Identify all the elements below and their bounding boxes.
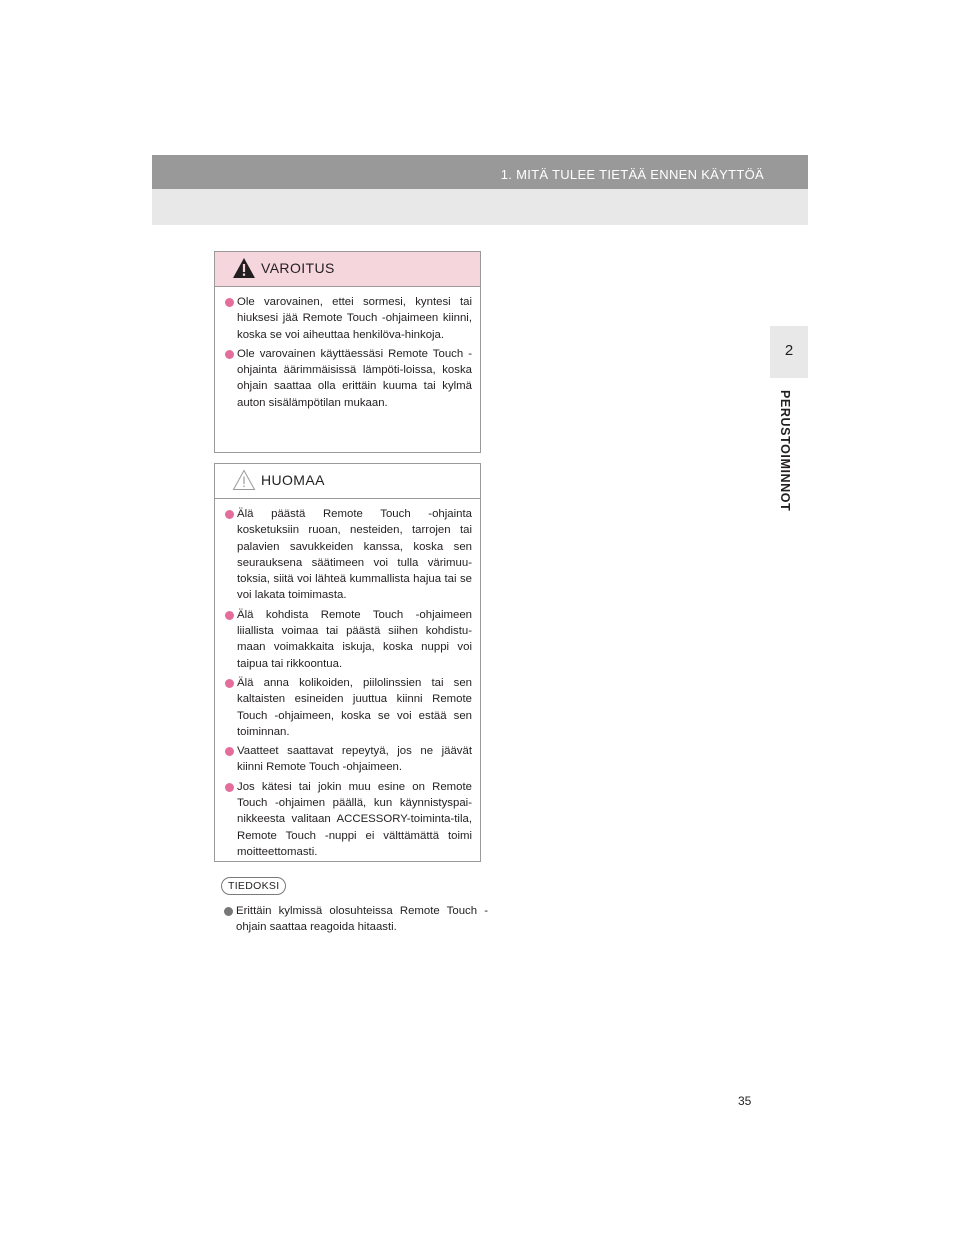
list-item-text: Ole varovainen käyttäessäsi Remote Touch -ohjainta äärimmäisissä lämpöti-loissa, koska ohjain saattaa olla erittäin kuuma tai kylmä auton sisälämpötilan mukaan.	[237, 347, 472, 409]
bullet-icon	[225, 350, 234, 359]
list-item	[225, 506, 472, 604]
section-title: 1. MITÄ TULEE TIETÄÄ ENNEN KÄYTTÖÄ	[500, 167, 764, 182]
warning-list	[215, 287, 480, 411]
warning-title: VAROITUS	[261, 260, 335, 276]
bullet-icon	[225, 783, 234, 792]
bullet-icon	[225, 298, 234, 307]
bullet-icon	[225, 679, 234, 688]
list-item	[225, 779, 472, 860]
list-item	[225, 675, 472, 740]
bullet-icon	[225, 747, 234, 756]
list-item	[225, 346, 472, 411]
list-item-text: Älä anna kolikoiden, piilolinssien tai sen kaltaisten esineiden juuttua kiinni Remote Touch -ohjaimeen, koska se voi estää sen toiminnan.	[237, 676, 472, 738]
chapter-tab	[770, 326, 808, 378]
info-item-text: Erittäin kylmissä olosuhteissa Remote Touch -ohjain saattaa reagoida hitaasti.	[236, 905, 488, 934]
caution-triangle-icon	[232, 469, 256, 491]
list-item-text: Ole varovainen, ettei sormesi, kyntesi tai hiuksesi jää Remote Touch -ohjaimeen kiinni, koska se voi aiheuttaa henkilöva-hinkoja.	[237, 296, 472, 341]
list-item	[225, 607, 472, 672]
chapter-label: PERUSTOIMINNOT	[778, 390, 792, 512]
list-item-text: Älä kohdista Remote Touch -ohjaimeen liiallista voimaa tai päästä siihen kohdistu-maan voimakkaita iskuja, koska nuppi voi taipua tai rikkoontua.	[237, 608, 472, 670]
list-item	[225, 743, 472, 776]
bullet-icon	[225, 611, 234, 620]
page-number: 35	[738, 1094, 752, 1108]
list-item-text: Vaatteet saattavat repeytyä, jos ne jäävät kiinni Remote Touch -ohjaimeen.	[237, 745, 472, 774]
bullet-icon	[224, 907, 233, 916]
notice-title: HUOMAA	[261, 472, 325, 488]
notice-box-header	[215, 464, 480, 499]
list-item	[225, 294, 472, 343]
warning-box-header	[215, 252, 480, 287]
notice-list	[215, 499, 480, 860]
list-item-text: Jos kätesi tai jokin muu esine on Remote Touch -ohjaimen päällä, kun käynnistyspai-nikkeesta valitaan ACCESSORY-toiminta-tila, Remote Touch -nuppi ei välttämättä toimi moitteettomasti.	[237, 780, 472, 858]
info-item	[224, 903, 488, 936]
info-label: TIEDOKSI	[221, 877, 286, 895]
bullet-icon	[225, 510, 234, 519]
list-item-text: Älä päästä Remote Touch -ohjainta kosketuksiin ruoan, nesteiden, tarrojen tai palavien savukkeiden kanssa, koska sen seurauksena säätimeen voi tulla värimuu-toksia, siitä voi lähteä kummallista hajua tai se voi lakata toimimasta.	[237, 508, 472, 602]
warning-box	[214, 251, 481, 453]
header-bar	[152, 155, 808, 189]
notice-box	[214, 463, 481, 862]
warning-triangle-icon	[232, 257, 256, 279]
header-subbar	[152, 189, 808, 225]
chapter-number: 2	[784, 342, 794, 359]
